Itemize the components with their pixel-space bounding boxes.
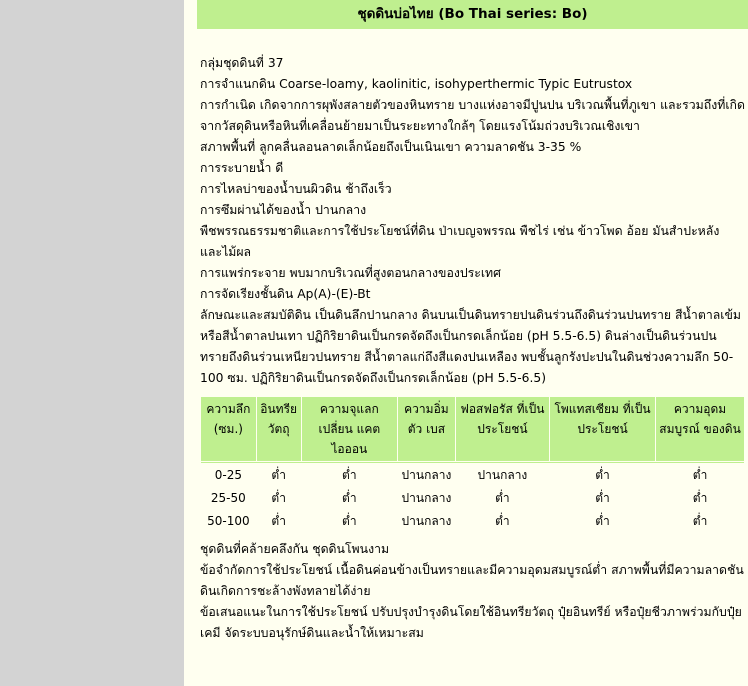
- vegetation-land-use: พืชพรรณธรรมชาติและการใช้ประโยชน์ที่ดิน ป่าเบญจพรรณ พืชไร่ เช่น ข้าวโพด อ้อย มันสำปะหลัง และไม้ผล: [200, 224, 720, 259]
- table-spacer: [201, 462, 744, 463]
- header-organic-matter: อินทรีย วัตถุ: [257, 397, 301, 461]
- distribution: การแพร่กระจาย พบมากบริเวณที่สูงตอนกลางของประเทศ: [200, 266, 501, 280]
- table-cell: ต่ำ: [302, 464, 397, 486]
- table-cell: ปานกลาง: [398, 464, 455, 486]
- table-cell: ต่ำ: [257, 510, 301, 532]
- soil-origin: การกำเนิด เกิดจากการผุพังสลายตัวของหินทราย บางแห่งอาจมีปูนปน บริเวณพื้นที่ภูเขา และรวมถึงที่เกิดจากวัสดุดินหรือหินที่เคลื่อนย้ายมาเป็นระยะทางใกล้ๆ โดยแรงโน้มถ่วงบริเวณเชิงเขา: [200, 98, 745, 133]
- table-cell: ต่ำ: [302, 510, 397, 532]
- table-cell: ปานกลาง: [398, 510, 455, 532]
- table-cell: ต่ำ: [550, 487, 655, 509]
- table-cell: ต่ำ: [656, 510, 744, 532]
- page-title: ชุดดินบ่อไทย (Bo Thai series: Bo): [197, 0, 748, 29]
- table-cell: ต่ำ: [456, 510, 549, 532]
- table-cell: ต่ำ: [302, 487, 397, 509]
- table-row: [201, 510, 744, 532]
- table-cell: ต่ำ: [456, 487, 549, 509]
- table-cell: ต่ำ: [550, 464, 655, 486]
- header-base-saturation: ความอิ่มตัว เบส: [398, 397, 455, 461]
- table-cell: 25-50: [201, 487, 256, 509]
- table-row: [201, 487, 744, 509]
- spacer-cell: [201, 462, 744, 463]
- drainage: การระบายน้ำ ดี: [200, 161, 284, 175]
- table-cell: ต่ำ: [257, 464, 301, 486]
- table-cell: 0-25: [201, 464, 256, 486]
- fertility-table: [200, 396, 745, 533]
- surface-runoff: การไหลบ่าของน้ำบนผิวดิน ช้าถึงเร็ว: [200, 182, 392, 196]
- table-cell: 50-100: [201, 510, 256, 532]
- soil-group: กลุ่มชุดดินที่ 37: [200, 56, 284, 70]
- header-phosphorus: ฟอสฟอรัส ที่เป็นประโยชน์: [456, 397, 549, 461]
- similar-series: ชุดดินที่คล้ายคลึงกัน ชุดดินโพนงาม: [200, 542, 390, 556]
- table-cell: ต่ำ: [656, 487, 744, 509]
- horizon-sequence: การจัดเรียงชั้นดิน Ap(A)-(E)-Bt: [200, 287, 371, 301]
- content-panel: [184, 0, 748, 686]
- soil-properties: ลักษณะและสมบัติดิน เป็นดินลึกปานกลาง ดินบนเป็นดินทรายปนดินร่วนถึงดินร่วนปนทราย สีน้ำตาลเข้มหรือสีน้ำตาลปนเทา ปฏิกิริยาดินเป็นกรดจัดถึงเป็นกรดเล็กน้อย (pH 5.5-6.5) ดินล่างเป็นดินร่วนปนทรายถึงดินร่วนเหนียวปนทราย สีน้ำตาลแก่ถึงสีแดงปนเหลือง พบชั้นลูกรังปะปนในดินช่วงความลึก 50-100 ซม. ปฏิกิริยาดินเป็นกรดจัดถึงเป็นกรดเล็กน้อย (pH 5.5-6.5): [200, 308, 741, 385]
- permeability: การซึมผ่านได้ของน้ำ ปานกลาง: [200, 203, 367, 217]
- soil-description: [200, 53, 745, 389]
- use-limitations: ข้อจำกัดการใช้ประโยชน์ เนื้อดินค่อนข้างเป็นทรายและมีความอุดมสมบูรณ์ต่ำ สภาพพื้นที่มีความลาดชันดินเกิดการชะล้างพังทลายได้ง่าย: [200, 563, 744, 598]
- header-cec: ความจุแลก เปลี่ยน แคตไอออน: [302, 397, 397, 461]
- header-depth: ความลึก (ซม.): [201, 397, 256, 461]
- table-cell: ต่ำ: [257, 487, 301, 509]
- header-potassium: โพแทสเซียม ที่เป็นประโยชน์: [550, 397, 655, 461]
- table-cell: ต่ำ: [656, 464, 744, 486]
- use-recommendations: ข้อเสนอแนะในการใช้ประโยชน์ ปรับปรุงบำรุงดินโดยใช้อินทรียวัตถุ ปุ๋ยอินทรีย์ หรือปุ๋ยชีวภาพร่วมกับปุ๋ยเคมี จัดระบบอนุรักษ์ดินและน้ำให้เหมาะสม: [200, 605, 742, 640]
- table-cell: ปานกลาง: [456, 464, 549, 486]
- left-gutter: [0, 0, 184, 686]
- table-row: [201, 464, 744, 486]
- soil-classification: การจำแนกดิน Coarse-loamy, kaolinitic, isohyperthermic Typic Eutrustox: [200, 77, 633, 91]
- landform: สภาพพื้นที่ ลูกคลื่นลอนลาดเล็กน้อยถึงเป็นเนินเขา ความลาดชัน 3-35 %: [200, 140, 582, 154]
- table-header-row: [201, 397, 744, 461]
- header-fertility: ความอุดม สมบูรณ์ ของดิน: [656, 397, 744, 461]
- table-cell: ปานกลาง: [398, 487, 455, 509]
- soil-notes: [200, 539, 745, 644]
- table-cell: ต่ำ: [550, 510, 655, 532]
